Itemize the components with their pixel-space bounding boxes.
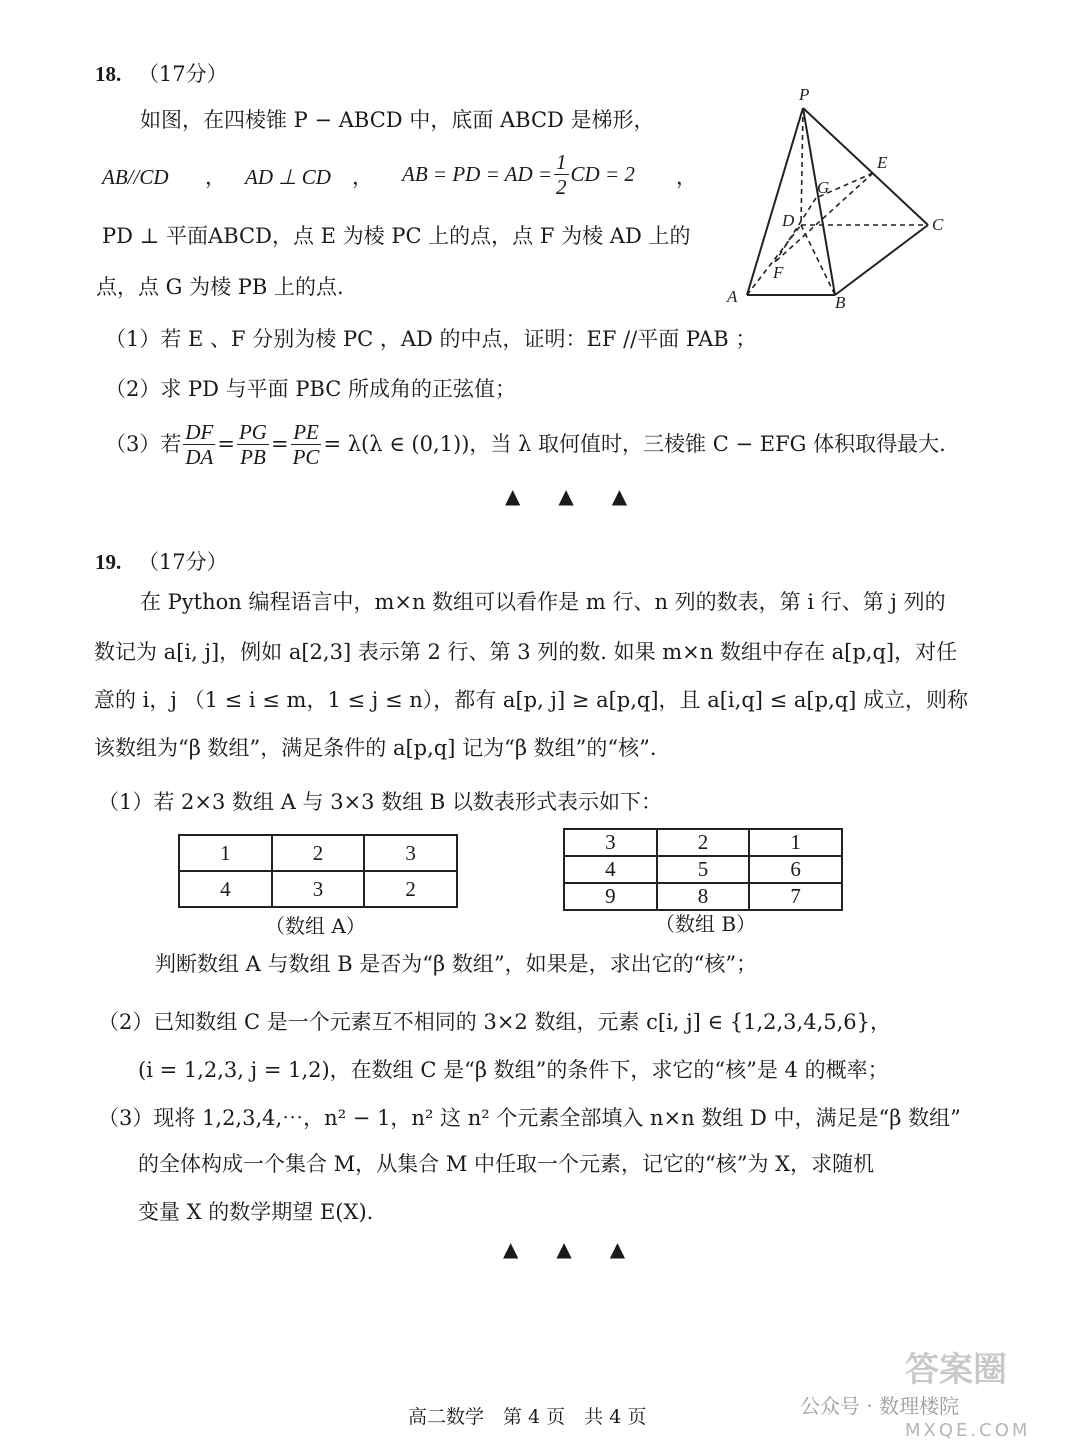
- q18-intro: 如图，在四棱锥 P − ABCD 中，底面 ABCD 是梯形，: [140, 108, 655, 132]
- table-cell: 7: [749, 883, 842, 910]
- q18-part1: （1）若 E 、F 分别为棱 PC ，AD 的中点，证明：EF //平面 PAB ；: [105, 327, 757, 351]
- page-footer: 高二数学 第 4 页 共 4 页: [408, 1406, 647, 1428]
- table-cell: 3: [272, 871, 365, 907]
- watermark-site: MXQE.COM: [905, 1420, 1031, 1441]
- label-P: P: [799, 85, 810, 104]
- q18-cond-comma2: ，: [352, 165, 373, 189]
- fraction-df-da: [183, 420, 215, 469]
- q18-part2: （2）求 PD 与平面 PBC 所成角的正弦值；: [105, 377, 517, 401]
- table-a-caption: （数组 A）: [265, 914, 366, 938]
- edge-AD: [747, 225, 801, 295]
- q19-p1: 在 Python 编程语言中，m×n 数组可以看作是 m 行、n 列的数表，第 i 行、第 j 列的: [140, 590, 946, 614]
- table-b-caption: （数组 B）: [655, 912, 757, 936]
- q18-part3-suffix: = λ(λ ∈ (0,1))，当 λ 取何值时，三棱锥 C − EFG 体积取得最大.: [323, 432, 946, 457]
- q18-header: [95, 62, 228, 87]
- table-array-b: [563, 828, 843, 911]
- edge-PD: [801, 108, 803, 225]
- table-array-a: [178, 834, 458, 908]
- q18-half-den: 2: [556, 175, 567, 200]
- label-D: D: [782, 211, 795, 230]
- q19-part2-line1: （2）已知数组 C 是一个元素互不相同的 3×2 数组，元素 c[i, j] ∈ {1,2,3,4,5,6}，: [98, 1010, 892, 1034]
- table-cell: 6: [749, 856, 842, 883]
- q18-half-fraction: [554, 150, 569, 199]
- q19-header: [95, 550, 228, 575]
- q19-number: 19.: [95, 550, 122, 574]
- q18-part3-prefix: （3）若: [105, 432, 182, 457]
- table-row: [564, 829, 842, 856]
- table-row: [564, 856, 842, 883]
- table-cell: 2: [657, 829, 750, 856]
- q18-cond-c: [402, 150, 635, 199]
- table-cell: 9: [564, 883, 657, 910]
- watermark-wechat: 公众号 · 数理楼院: [800, 1394, 960, 1418]
- table-cell: 5: [657, 856, 750, 883]
- q18-cond-comma1: ，: [205, 165, 226, 189]
- q19-part1: （1）若 2×3 数组 A 与 3×3 数组 B 以数表形式表示如下：: [98, 790, 662, 814]
- q18-cond-b: AD ⊥ CD: [245, 165, 331, 189]
- table-cell: 1: [749, 829, 842, 856]
- q18-part3: [105, 420, 946, 469]
- label-A: A: [727, 287, 738, 306]
- table-cell: 2: [364, 871, 457, 907]
- q19-separator: ▲▲▲: [503, 1237, 664, 1261]
- q19-p2: 数记为 a[i, j]，例如 a[2,3] 表示第 2 行、第 3 列的数. 如果 m×n 数组中存在 a[p,q]，对任: [94, 640, 958, 664]
- table-cell: 3: [564, 829, 657, 856]
- fraction-pe-pc: [291, 420, 322, 469]
- q18-cond-c-lhs: AB = PD = AD =: [402, 162, 553, 187]
- table-cell: 4: [179, 871, 272, 907]
- q18-half-num: 1: [556, 150, 567, 174]
- fraction-pg-pb: [237, 420, 269, 469]
- q19-p3: 意的 i，j （1 ≤ i ≤ m，1 ≤ j ≤ n），都有 a[p, j] ≥ a[p,q]，且 a[i,q] ≤ a[p,q] 成立，则称: [94, 688, 969, 712]
- frac2-den: PB: [240, 445, 266, 470]
- table-cell: 3: [364, 835, 457, 871]
- q19-part3-line1: （3）现将 1,2,3,4,⋯，n² − 1，n² 这 n² 个元素全部填入 n×n 数组 D 中，满足是“β 数组”: [98, 1106, 961, 1130]
- q19-part2-line2: (i = 1,2,3, j = 1,2)，在数组 C 是“β 数组”的条件下，求它的“核”是 4 的概率；: [138, 1058, 889, 1082]
- q19-points: （17分）: [137, 550, 228, 574]
- q19-part3-line2: 的全体构成一个集合 M，从集合 M 中任取一个元素，记它的“核”为 X，求随机: [138, 1152, 875, 1176]
- frac2-num: PG: [238, 420, 267, 444]
- q19-part3-line3: 变量 X 的数学期望 E(X).: [138, 1200, 374, 1224]
- q19-p4: 该数组为“β 数组”，满足条件的 a[p,q] 记为“β 数组”的“核”.: [94, 736, 657, 760]
- edge-PC: [803, 108, 928, 225]
- q18-cond-a: AB//CD: [102, 165, 169, 189]
- label-F: F: [773, 263, 784, 282]
- table-row: [179, 871, 457, 907]
- frac1-num: DF: [185, 420, 214, 444]
- q19-part1-question: 判断数组 A 与数组 B 是否为“β 数组”，如果是，求出它的“核”；: [155, 952, 758, 976]
- table-row: [179, 835, 457, 871]
- table-cell: 2: [272, 835, 365, 871]
- pyramid-figure: [715, 80, 965, 315]
- edge-PB: [803, 108, 835, 295]
- watermark-logo: 答案圈: [905, 1350, 1007, 1390]
- q18-line3: PD ⊥ 平面ABCD，点 E 为棱 PC 上的点，点 F 为棱 AD 上的: [102, 224, 691, 248]
- q18-separator: ▲▲▲: [505, 484, 666, 508]
- table-row: [564, 883, 842, 910]
- table-cell: 4: [564, 856, 657, 883]
- eq-sign-1: =: [217, 432, 235, 457]
- q18-number: 18.: [95, 62, 122, 86]
- q18-cond-c-rhs: CD = 2: [570, 162, 635, 187]
- label-E: E: [877, 153, 888, 172]
- label-B: B: [835, 293, 846, 312]
- q18-points: （17分）: [137, 62, 228, 86]
- frac1-den: DA: [185, 445, 214, 470]
- edge-BC: [835, 225, 928, 295]
- table-cell: 1: [179, 835, 272, 871]
- q18-line4: 点，点 G 为棱 PB 上的点.: [96, 275, 344, 299]
- q18-cond-end: ，: [676, 165, 697, 189]
- frac3-num: PE: [291, 420, 322, 445]
- label-C: C: [932, 215, 944, 234]
- table-cell: 8: [657, 883, 750, 910]
- label-G: G: [817, 178, 830, 197]
- frac3-den: PC: [292, 445, 320, 470]
- eq-sign-2: =: [270, 432, 289, 457]
